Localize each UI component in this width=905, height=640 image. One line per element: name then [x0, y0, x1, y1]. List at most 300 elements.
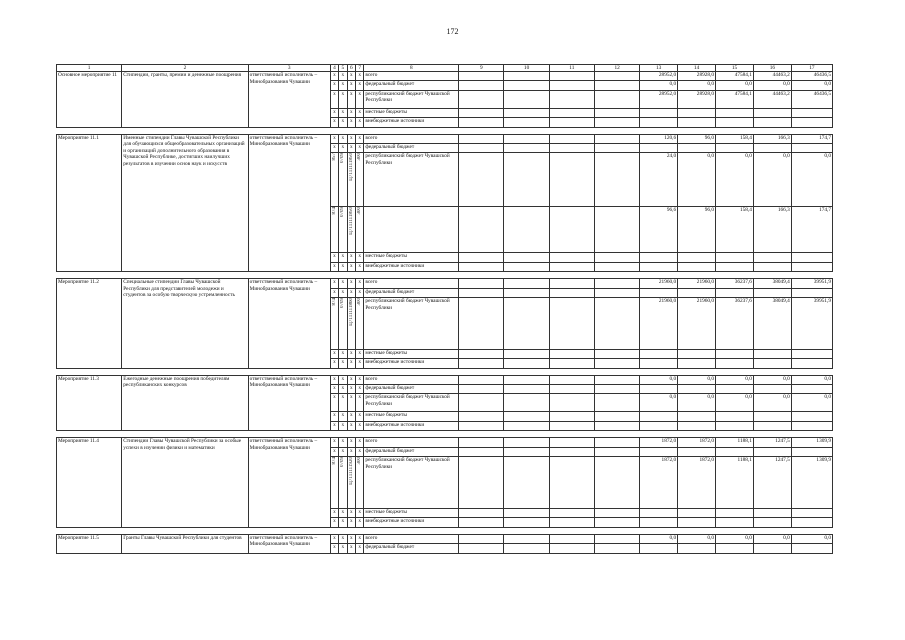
value-cell: 38049,4	[753, 279, 791, 288]
empty-year-cell	[459, 262, 504, 271]
responsible-executor: ответственный исполнитель – Минобразования Чувашии	[248, 72, 330, 128]
activity-code: Мероприятие 11.2	[57, 279, 122, 369]
code-x-cell: x	[347, 509, 355, 518]
value-cell	[753, 518, 791, 527]
code-x-cell: x	[339, 544, 347, 553]
value-cell	[791, 262, 832, 271]
empty-year-cell	[459, 279, 504, 288]
empty-year-cell	[459, 153, 504, 207]
code-x-cell: x	[339, 375, 347, 384]
budget-code-text: 0709	[340, 153, 346, 164]
code-x-cell: x	[356, 438, 364, 447]
funding-source-cell: всего	[364, 279, 459, 288]
activity-code: Мероприятие 11.3	[57, 375, 122, 431]
code-x-cell: x	[347, 134, 355, 143]
value-cell: 0,0	[716, 81, 754, 90]
spacer-cell	[57, 127, 833, 134]
code-x-cell: x	[339, 412, 347, 421]
budget-code-text: 874	[331, 207, 337, 215]
empty-year-cell	[594, 297, 639, 349]
code-x-cell: x	[356, 279, 364, 288]
budget-code-cell	[347, 153, 355, 207]
code-x-cell: x	[347, 349, 355, 358]
funding-source-cell: внебюджетные источники	[364, 359, 459, 368]
empty-year-cell	[459, 421, 504, 430]
block-spacer	[57, 527, 833, 534]
code-x-cell: x	[356, 412, 364, 421]
code-x-cell: x	[339, 438, 347, 447]
value-cell	[791, 385, 832, 394]
value-cell: 1309,9	[791, 438, 832, 447]
code-x-cell: x	[356, 253, 364, 262]
column-number: 2	[122, 65, 248, 72]
value-cell: 39951,9	[791, 297, 832, 349]
table-row	[57, 438, 833, 447]
empty-year-cell	[549, 359, 594, 368]
empty-year-cell	[549, 72, 594, 81]
value-cell	[716, 447, 754, 456]
column-number: 5	[339, 65, 347, 72]
empty-year-cell	[594, 359, 639, 368]
code-x-cell: x	[330, 509, 338, 518]
empty-year-cell	[594, 375, 639, 384]
code-x-cell: x	[356, 81, 364, 90]
empty-year-cell	[504, 509, 549, 518]
code-x-cell: x	[330, 438, 338, 447]
value-cell	[791, 518, 832, 527]
empty-year-cell	[594, 90, 639, 108]
activity-name: Именные стипендии Главы Чувашской Республики для обучающихся общеобразовательных организаций и организаций дополнительного образования в Чувашской Республике, достигших наилучших результатов в изучении основ наук и искусств	[122, 134, 248, 272]
value-cell	[791, 412, 832, 421]
budget-code-cell	[347, 207, 355, 253]
value-cell: 21960,0	[640, 279, 678, 288]
budget-code-text: Ц7111111850	[348, 207, 354, 236]
code-x-cell: x	[356, 288, 364, 297]
value-cell	[791, 143, 832, 152]
empty-year-cell	[549, 447, 594, 456]
empty-year-cell	[549, 349, 594, 358]
budget-code-text: Ц7111111920	[348, 457, 354, 485]
empty-year-cell	[504, 457, 549, 509]
value-cell	[716, 518, 754, 527]
value-cell: 0,0	[753, 81, 791, 90]
block-spacer	[57, 368, 833, 375]
empty-year-cell	[504, 412, 549, 421]
empty-year-cell	[459, 134, 504, 143]
empty-year-cell	[549, 143, 594, 152]
value-cell	[753, 349, 791, 358]
code-x-cell: x	[347, 518, 355, 527]
code-x-cell: x	[347, 534, 355, 543]
funding-source-cell: республиканский бюджет Чувашской Республики	[364, 394, 459, 412]
column-number: 12	[594, 65, 639, 72]
value-cell	[640, 359, 678, 368]
empty-year-cell	[459, 349, 504, 358]
value-cell	[791, 359, 832, 368]
value-cell: 96,0	[678, 207, 716, 253]
code-x-cell: x	[356, 544, 364, 553]
empty-year-cell	[459, 297, 504, 349]
empty-year-cell	[594, 447, 639, 456]
value-cell: 1309,9	[791, 457, 832, 509]
activity-name: Ежегодные денежные поощрения победителям республиканских конкурсов	[122, 375, 248, 431]
value-cell: 46436,5	[791, 90, 832, 108]
empty-year-cell	[594, 544, 639, 553]
activity-name: Стипендии Главы Чувашской Республики за особые успехи в изучении физики и математики	[122, 438, 248, 528]
column-number: 4	[330, 65, 338, 72]
code-x-cell: x	[330, 72, 338, 81]
value-cell	[791, 421, 832, 430]
empty-year-cell	[504, 534, 549, 543]
value-cell: 21960,0	[678, 279, 716, 288]
value-cell: 120,6	[640, 134, 678, 143]
funding-source-cell: местные бюджеты	[364, 108, 459, 117]
value-cell: 0,0	[640, 534, 678, 543]
column-number: 14	[678, 65, 716, 72]
code-x-cell: x	[347, 438, 355, 447]
value-cell	[716, 509, 754, 518]
value-cell: 47584,1	[716, 90, 754, 108]
table-row	[57, 134, 833, 143]
empty-year-cell	[549, 134, 594, 143]
value-cell	[678, 143, 716, 152]
value-cell	[640, 262, 678, 271]
funding-source-cell: всего	[364, 134, 459, 143]
empty-year-cell	[549, 297, 594, 349]
budget-code-cell	[347, 457, 355, 509]
empty-year-cell	[594, 438, 639, 447]
code-x-cell: x	[330, 262, 338, 271]
code-x-cell: x	[339, 262, 347, 271]
value-cell	[716, 118, 754, 127]
value-cell: 28952,0	[640, 90, 678, 108]
value-cell: 47584,1	[716, 72, 754, 81]
value-cell	[640, 447, 678, 456]
value-cell: 0,0	[753, 534, 791, 543]
code-x-cell: x	[330, 359, 338, 368]
code-x-cell: x	[347, 279, 355, 288]
value-cell	[716, 544, 754, 553]
value-cell: 174,7	[791, 134, 832, 143]
value-cell: 96,6	[640, 207, 678, 253]
code-x-cell: x	[356, 509, 364, 518]
code-x-cell: x	[339, 288, 347, 297]
value-cell	[791, 544, 832, 553]
code-x-cell: x	[330, 288, 338, 297]
value-cell: 46436,5	[791, 72, 832, 81]
value-cell	[753, 544, 791, 553]
empty-year-cell	[594, 81, 639, 90]
spacer-cell	[57, 527, 833, 534]
value-cell	[753, 288, 791, 297]
activity-code: Мероприятие 11.1	[57, 134, 122, 272]
value-cell	[640, 288, 678, 297]
value-cell: 24,0	[640, 153, 678, 207]
budget-code-cell	[330, 457, 338, 509]
empty-year-cell	[504, 544, 549, 553]
column-number: 11	[549, 65, 594, 72]
responsible-executor: ответственный исполнитель – Минобразования Чувашии	[248, 279, 330, 369]
value-cell: 0,0	[678, 375, 716, 384]
funding-source-cell: местные бюджеты	[364, 509, 459, 518]
value-cell	[678, 262, 716, 271]
empty-year-cell	[549, 81, 594, 90]
value-cell: 0,0	[716, 375, 754, 384]
code-x-cell: x	[339, 134, 347, 143]
value-cell	[678, 349, 716, 358]
value-cell: 28928,0	[678, 72, 716, 81]
empty-year-cell	[594, 394, 639, 412]
code-x-cell: x	[330, 544, 338, 553]
empty-year-cell	[594, 457, 639, 509]
code-x-cell: x	[330, 279, 338, 288]
empty-year-cell	[504, 375, 549, 384]
funding-source-cell: внебюджетные источники	[364, 118, 459, 127]
value-cell	[640, 412, 678, 421]
value-cell	[640, 253, 678, 262]
value-cell	[640, 544, 678, 553]
value-cell	[716, 421, 754, 430]
funding-source-cell: республиканский бюджет Чувашской Республики	[364, 153, 459, 207]
empty-year-cell	[594, 253, 639, 262]
empty-year-cell	[459, 118, 504, 127]
value-cell	[753, 262, 791, 271]
value-cell	[753, 359, 791, 368]
empty-year-cell	[459, 544, 504, 553]
header-row	[57, 65, 833, 72]
value-cell	[678, 412, 716, 421]
code-x-cell: x	[339, 72, 347, 81]
empty-year-cell	[594, 134, 639, 143]
empty-year-cell	[549, 412, 594, 421]
value-cell: 0,0	[716, 153, 754, 207]
value-cell: 1872,0	[640, 457, 678, 509]
empty-year-cell	[459, 207, 504, 253]
code-x-cell: x	[330, 385, 338, 394]
empty-year-cell	[549, 518, 594, 527]
budget-code-cell	[330, 153, 338, 207]
value-cell	[678, 118, 716, 127]
value-cell	[678, 253, 716, 262]
empty-year-cell	[459, 412, 504, 421]
spacer-cell	[57, 368, 833, 375]
empty-year-cell	[594, 288, 639, 297]
value-cell	[678, 108, 716, 117]
empty-year-cell	[504, 262, 549, 271]
value-cell: 36237,6	[716, 279, 754, 288]
value-cell	[716, 143, 754, 152]
empty-year-cell	[594, 72, 639, 81]
code-x-cell: x	[356, 447, 364, 456]
budget-code-text: 0709	[340, 297, 346, 308]
budget-code-cell	[356, 297, 364, 349]
table-row	[57, 279, 833, 288]
value-cell	[716, 349, 754, 358]
code-x-cell: x	[330, 518, 338, 527]
value-cell	[640, 509, 678, 518]
code-x-cell: x	[347, 108, 355, 117]
empty-year-cell	[549, 375, 594, 384]
value-cell: 158,4	[716, 134, 754, 143]
activity-code: Мероприятие 11.4	[57, 438, 122, 528]
empty-year-cell	[459, 90, 504, 108]
empty-year-cell	[594, 262, 639, 271]
column-number: 13	[640, 65, 678, 72]
value-cell: 0,0	[753, 394, 791, 412]
budget-code-text: 300	[357, 153, 363, 161]
empty-year-cell	[549, 509, 594, 518]
value-cell: 1247,5	[753, 457, 791, 509]
code-x-cell: x	[356, 90, 364, 108]
value-cell	[678, 447, 716, 456]
code-x-cell: x	[339, 143, 347, 152]
code-x-cell: x	[356, 108, 364, 117]
value-cell: 0,0	[716, 394, 754, 412]
code-x-cell: x	[356, 349, 364, 358]
code-x-cell: x	[347, 544, 355, 553]
code-x-cell: x	[347, 385, 355, 394]
code-x-cell: x	[339, 349, 347, 358]
code-x-cell: x	[330, 81, 338, 90]
value-cell	[716, 385, 754, 394]
code-x-cell: x	[347, 262, 355, 271]
empty-year-cell	[549, 262, 594, 271]
funding-source-cell: федеральный бюджет	[364, 288, 459, 297]
value-cell: 44463,2	[753, 90, 791, 108]
value-cell: 1188,1	[716, 438, 754, 447]
budget-code-text: 300	[357, 457, 363, 465]
code-x-cell: x	[330, 447, 338, 456]
empty-year-cell	[549, 118, 594, 127]
block-spacer	[57, 272, 833, 279]
empty-year-cell	[504, 518, 549, 527]
empty-year-cell	[504, 72, 549, 81]
code-x-cell: x	[339, 359, 347, 368]
value-cell	[678, 518, 716, 527]
value-cell	[716, 412, 754, 421]
value-cell	[716, 253, 754, 262]
value-cell: 44463,2	[753, 72, 791, 81]
table-row	[57, 375, 833, 384]
code-x-cell: x	[339, 253, 347, 262]
empty-year-cell	[459, 359, 504, 368]
code-x-cell: x	[339, 534, 347, 543]
block-spacer	[57, 431, 833, 438]
value-cell: 0,0	[753, 375, 791, 384]
value-cell: 0,0	[678, 153, 716, 207]
empty-year-cell	[594, 207, 639, 253]
empty-year-cell	[459, 509, 504, 518]
empty-year-cell	[459, 288, 504, 297]
empty-year-cell	[504, 81, 549, 90]
budget-code-cell	[330, 207, 338, 253]
activity-code: Основное мероприятие 11	[57, 72, 122, 128]
value-cell: 0,0	[640, 81, 678, 90]
empty-year-cell	[549, 253, 594, 262]
code-x-cell: x	[347, 253, 355, 262]
budget-code-text: 874	[331, 457, 337, 465]
funding-source-cell: федеральный бюджет	[364, 385, 459, 394]
funding-source-cell: всего	[364, 375, 459, 384]
value-cell: 1872,0	[678, 438, 716, 447]
budget-code-text: 874	[331, 297, 337, 306]
code-x-cell: x	[330, 349, 338, 358]
budget-table	[56, 64, 833, 554]
empty-year-cell	[459, 457, 504, 509]
code-x-cell: x	[339, 279, 347, 288]
code-x-cell: x	[330, 143, 338, 152]
value-cell: 0,0	[640, 375, 678, 384]
value-cell	[753, 118, 791, 127]
activity-name: Гранты Главы Чувашской Республики для студентов	[122, 534, 248, 553]
code-x-cell: x	[339, 108, 347, 117]
block-spacer	[57, 127, 833, 134]
value-cell	[640, 421, 678, 430]
budget-code-text: Ц7111111860	[348, 297, 354, 326]
empty-year-cell	[459, 534, 504, 543]
funding-source-cell: федеральный бюджет	[364, 81, 459, 90]
empty-year-cell	[459, 72, 504, 81]
code-x-cell: x	[347, 288, 355, 297]
code-x-cell: x	[330, 421, 338, 430]
empty-year-cell	[504, 134, 549, 143]
empty-year-cell	[549, 438, 594, 447]
empty-year-cell	[549, 457, 594, 509]
code-x-cell: x	[347, 118, 355, 127]
value-cell: 0,0	[678, 394, 716, 412]
funding-source-cell: республиканский бюджет Чувашской Республики	[364, 297, 459, 349]
value-cell: 0,0	[791, 375, 832, 384]
funding-source-cell: всего	[364, 438, 459, 447]
empty-year-cell	[504, 385, 549, 394]
empty-year-cell	[594, 509, 639, 518]
code-x-cell: x	[347, 447, 355, 456]
column-number: 6	[347, 65, 355, 72]
responsible-executor: ответственный исполнитель – Минобразования Чувашии	[248, 534, 330, 553]
value-cell: 0,0	[791, 81, 832, 90]
value-cell: 1872,0	[640, 438, 678, 447]
budget-code-cell	[339, 207, 347, 253]
value-cell	[640, 143, 678, 152]
empty-year-cell	[459, 518, 504, 527]
value-cell	[791, 118, 832, 127]
value-cell: 28928,0	[678, 90, 716, 108]
budget-code-text: 857	[331, 153, 337, 161]
funding-source-cell: республиканский бюджет Чувашской Республики	[364, 457, 459, 509]
value-cell: 0,0	[791, 534, 832, 543]
code-x-cell: x	[347, 90, 355, 108]
budget-code-text: Ц7111111850	[348, 153, 354, 182]
code-x-cell: x	[339, 447, 347, 456]
empty-year-cell	[594, 349, 639, 358]
value-cell	[791, 447, 832, 456]
value-cell: 1247,5	[753, 438, 791, 447]
empty-year-cell	[459, 447, 504, 456]
empty-year-cell	[504, 438, 549, 447]
funding-source-cell: внебюджетные источники	[364, 262, 459, 271]
value-cell: 21960,0	[678, 297, 716, 349]
budget-code-cell	[356, 207, 364, 253]
value-cell	[678, 359, 716, 368]
code-x-cell: x	[339, 90, 347, 108]
value-cell	[791, 288, 832, 297]
code-x-cell: x	[339, 509, 347, 518]
code-x-cell: x	[339, 394, 347, 412]
value-cell	[753, 509, 791, 518]
empty-year-cell	[549, 90, 594, 108]
spacer-cell	[57, 431, 833, 438]
empty-year-cell	[459, 385, 504, 394]
